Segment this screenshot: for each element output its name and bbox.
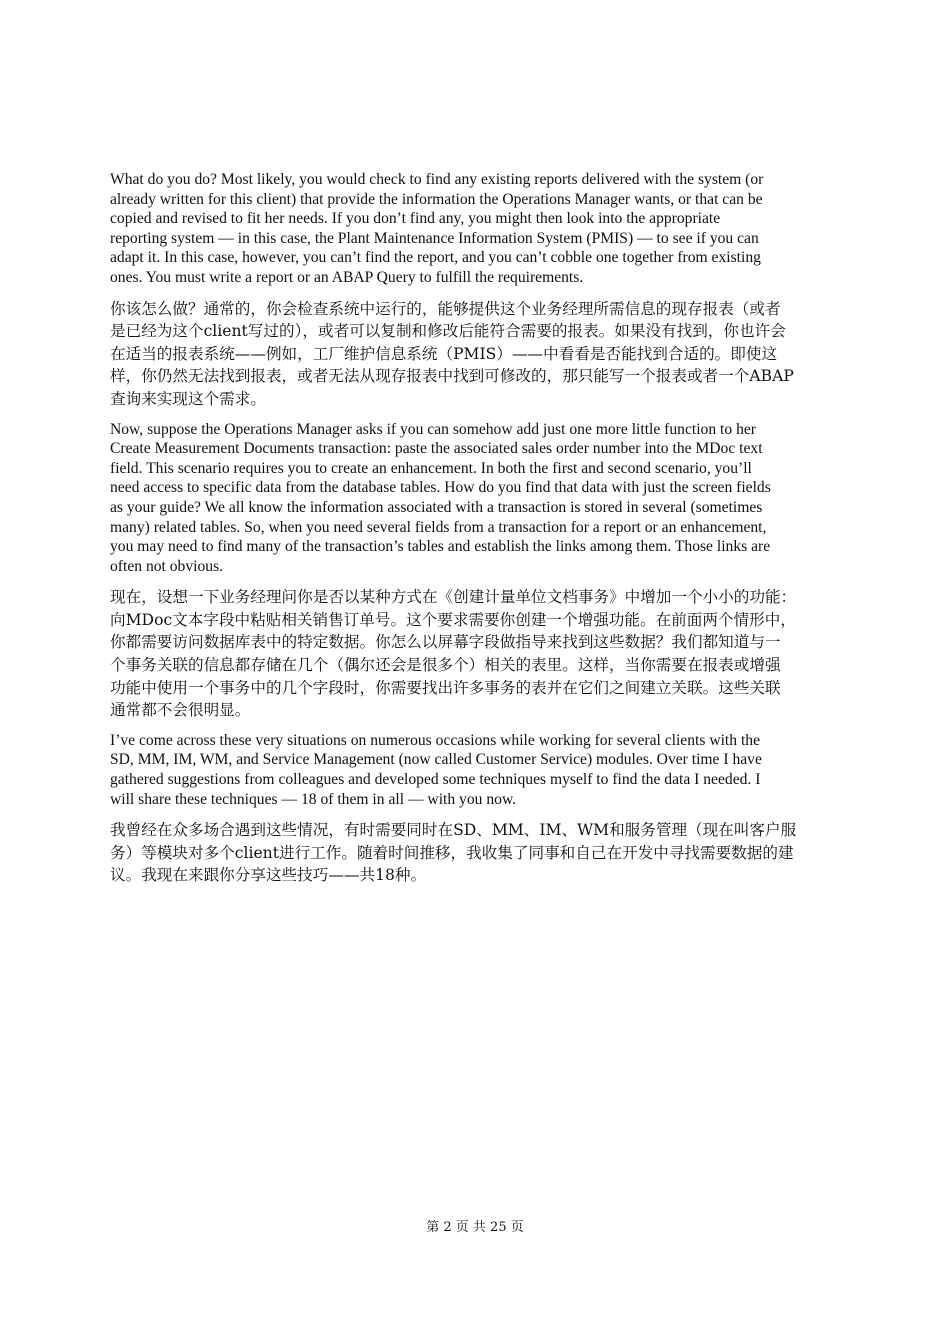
document-body	[110, 170, 842, 896]
paragraph-en-1: What do you do? Most likely, you would check to find any existing reports delivered with the system (or already written for this client) that provide the information the Operations Manager wants, or that can be copied and revised to fit her needs. If you don’t find any, you might then look into the appropriate reporting system — in this case, the Plant Maintenance Information System (PMIS) — to see if you can adapt it. In this case, however, you can’t find the report, and you can’t cobble one together from existing ones. You must write a report or an ABAP Query to fulfill the requirements.	[110, 171, 764, 286]
page-number-footer: 第 2 页 共 25 页	[426, 1220, 524, 1235]
paragraph-en-3: I’ve come across these very situations on numerous occasions while working for several clients with the SD, MM, IM, WM, and Service Management (now called Customer Service) modules. Over time I have gathered suggestions from colleagues and developed some techniques myself to find the data I needed. I will share these techniques — 18 of them in all — with you now.	[110, 731, 762, 808]
paragraph-zh-3: 我曾经在众多场合遇到这些情况，有时需要同时在SD、MM、IM、WM和服务管理（现在叫客户服 务）等模块对多个client进行工作。随着时间推移，我收集了同事和自己在开发中寻找需要数据的建 议。我现在来跟你分享这些技巧——共18种。	[110, 821, 797, 885]
paragraph-zh-1: 你该怎么做？通常的，你会检查系统中运行的，能够提供这个业务经理所需信息的现存报表（或者 是已经为这个client写过的），或者可以复制和修改后能符合需要的报表。如果没有找到，你也许会 在适当的报表系统——例如，工厂维护信息系统（PMIS）——中看看是否能找到合适的。即使这 样，你仍然无法找到报表，或者无法从现存报表中找到可修改的，那只能写一个报表或者一个ABAP 查询来实现这个需求。	[110, 299, 794, 408]
paragraph-zh-2: 现在，设想一下业务经理问你是否以某种方式在《创建计量单位文档事务》中增加一个小小的功能： 向MDoc文本字段中粘贴相关销售订单号。这个要求需要你创建一个增强功能。在前面两个情形中， 你都需要访问数据库表中的特定数据。你怎么以屏幕字段做指导来找到这些数据？我们都知道与一 个事务关联的信息都存储在几个（偶尔还会是很多个）相关的表里。这样，当你需要在报表或增强 功能中使用一个事务中的几个字段时，你需要找出许多事务的表并在它们之间建立关联。这些关联 通常都不会很明显。	[110, 588, 797, 720]
paragraph-en-2: Now, suppose the Operations Manager asks if you can somehow add just one more little function to her Create Measurement Documents transaction: paste the associated sales order number into the MDoc text field. This scenario requires you to create an enhancement. In both the first and second scenario, you’ll need access to specific data from the database tables. How do you find that data with just the screen fields as your guide? We all know the information associated with a transaction is stored in several (sometimes many) related tables. So, when you need several fields from a transaction for a report or an enhancement, you may need to find many of the transaction’s tables and establish the links among them. Those links are often not obvious.	[110, 420, 771, 575]
